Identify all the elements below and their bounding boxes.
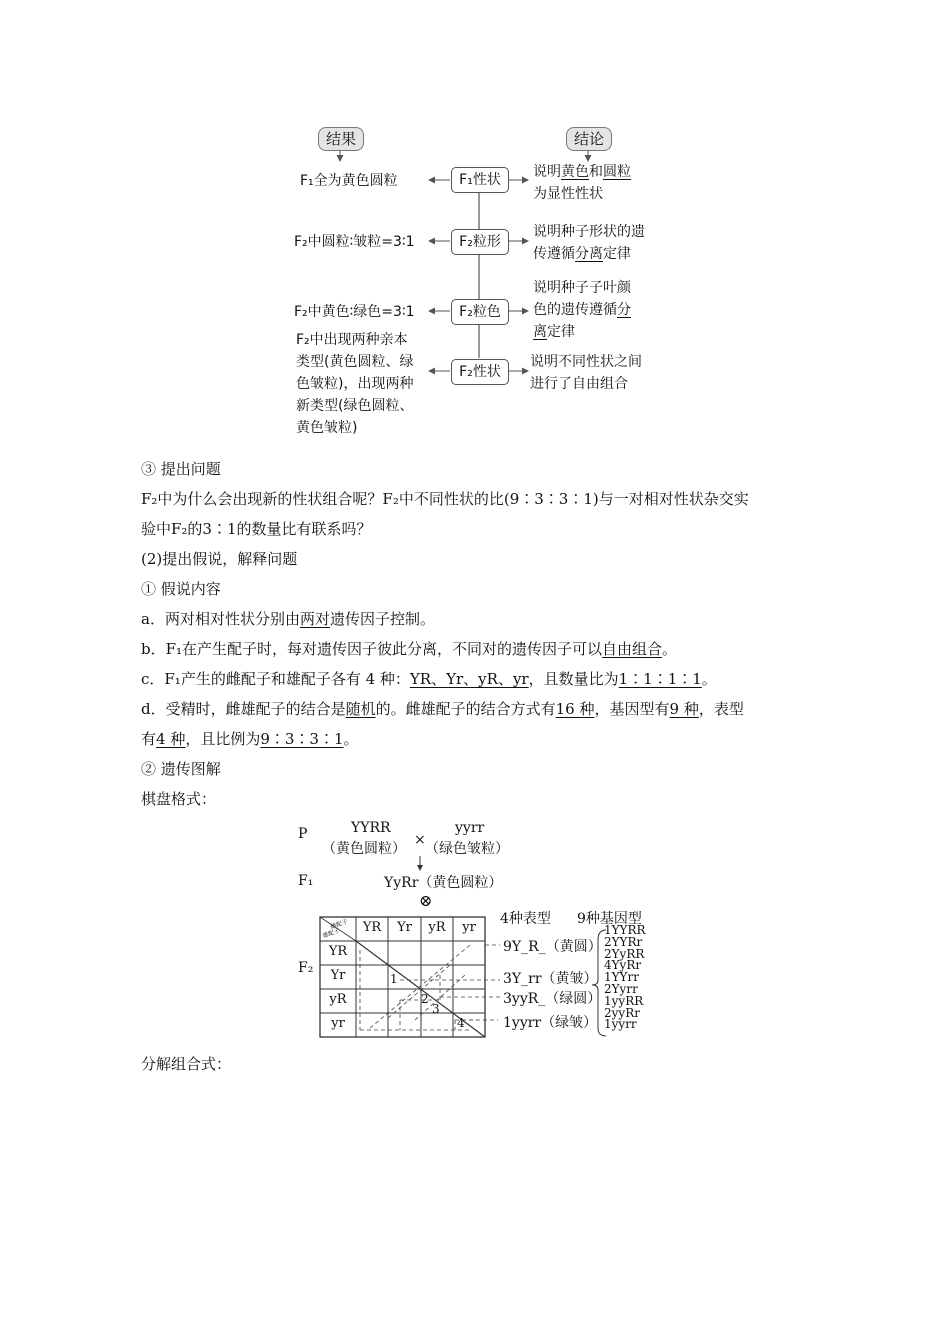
mark-1: 1: [390, 972, 398, 986]
result-f2-shape: F₂中圆粒∶皱粒=3∶1: [294, 234, 415, 250]
mark-2: 2: [421, 992, 429, 1006]
row-header-yr2: Yr: [330, 968, 346, 983]
punnett-corner-male: 雄配子: [321, 927, 342, 940]
row-header-yr3: yR: [329, 992, 347, 1007]
flow-box-f2-shape: F₂粒形: [451, 229, 509, 255]
diagram-title: ② 遗传图解: [141, 760, 221, 778]
parent2-phenotype: （绿色皱粒）: [425, 841, 509, 857]
flow-box-f2-color: F₂粒色: [451, 299, 509, 325]
mark-3: 3: [432, 1002, 440, 1016]
checkerboard-label: 棋盘格式：: [141, 790, 217, 808]
hypothesis-d: d．受精时，雌雄配子的结合是随机的。雌雄配子的结合方式有16 种，基因型有9 种，表型: [141, 700, 744, 718]
question-line-1: F₂中为什么会出现新的性状组合呢？F₂中不同性状的比(9∶3∶3∶1)与一对相对性状杂交实: [141, 490, 749, 508]
flow-box-f2-traits: F₂性状: [451, 359, 509, 385]
parent2-genotype: yyrr: [455, 820, 485, 836]
hypothesis-b: b．F₁在产生配子时，每对遗传因子彼此分离，不同对的遗传因子可以自由组合。: [141, 640, 678, 658]
conclusion-f1: 说明黄色和圆粒 为显性性状: [533, 164, 631, 202]
cross-symbol: ×: [414, 832, 426, 848]
phenotype-3: 3yyR_（绿圆）: [503, 991, 602, 1007]
decompose-label: 分解组合式：: [141, 1055, 232, 1073]
parent1-genotype: YYRR: [351, 820, 391, 836]
result-f2-traits: F₂中出现两种亲本 类型(黄色圆粒、绿 色皱粒)，出现两种 新类型(绿色圆粒、 黄色皱粒): [296, 332, 414, 436]
conclusion-f2-shape: 说明种子形状的遗 传遵循分离定律: [533, 224, 645, 262]
hypothesis-c: c．F₁产生的雌配子和雄配子各有 4 种：YR、Yr、yR、yr，且数量比为1∶1∶1∶1。: [141, 670, 717, 688]
label-f1: F₁: [298, 873, 314, 889]
phenotype-1: 9Y_R_（黄圆）: [503, 939, 602, 955]
conclusion-f2-color: 说明种子子叶颜 色的遗传遵循分 离定律: [533, 280, 631, 340]
genotype-count: 9种基因型: [577, 911, 642, 927]
hypothesis-subtitle: ① 假说内容: [141, 580, 221, 598]
label-p: P: [298, 826, 308, 842]
selfing-symbol: ⊗: [419, 891, 433, 910]
conclusion-f2-traits: 说明不同性状之间 进行了自由组合: [530, 354, 642, 392]
result-f1: F₁全为黄色圆粒: [300, 173, 398, 189]
col-header-yr3: yR: [428, 920, 446, 935]
phenotype-4: 1yyrr（绿皱）: [503, 1015, 598, 1031]
col-header-yr2: Yr: [397, 920, 412, 935]
phenotype-2: 3Y_rr（黄皱）: [503, 971, 598, 987]
col-header-yr4: yr: [462, 920, 476, 935]
phenotype-count: 4种表型: [500, 911, 551, 927]
result-f2-color: F₂中黄色∶绿色=3∶1: [294, 304, 415, 320]
label-f2: F₂: [298, 960, 314, 976]
question-title: ③ 提出问题: [141, 460, 221, 478]
mark-4: 4: [457, 1016, 465, 1030]
hypothesis-a: a．两对相对性状分别由两对遗传因子控制。: [141, 610, 435, 628]
f1-genotype: YyRr（黄色圆粒）: [384, 875, 503, 891]
row-header-yr1: YR: [328, 944, 348, 959]
col-header-yr1: YR: [362, 920, 382, 935]
hypothesis-d-cont: 有4 种，且比例为9∶3∶3∶1。: [141, 730, 359, 748]
hypothesis-title: (2)提出假说，解释问题: [141, 550, 298, 568]
genotype-list: 1YYRR 2YYRr 2YyRR 4YyRr 1YYrr 2Yyrr 1yyRR 2yyRr 1yyrr: [604, 923, 646, 1032]
parent1-phenotype: （黄色圆粒）: [322, 841, 406, 857]
result-tag: 结果: [318, 127, 364, 151]
conclusion-tag: 结论: [566, 127, 612, 151]
flow-box-f1-trait: F₁性状: [451, 167, 509, 193]
punnett-corner-female: 雌配子: [329, 918, 350, 931]
row-header-yr4: yr: [331, 1016, 345, 1031]
question-line-2: 验中F₂的3∶1的数量比有联系吗？: [141, 520, 372, 538]
